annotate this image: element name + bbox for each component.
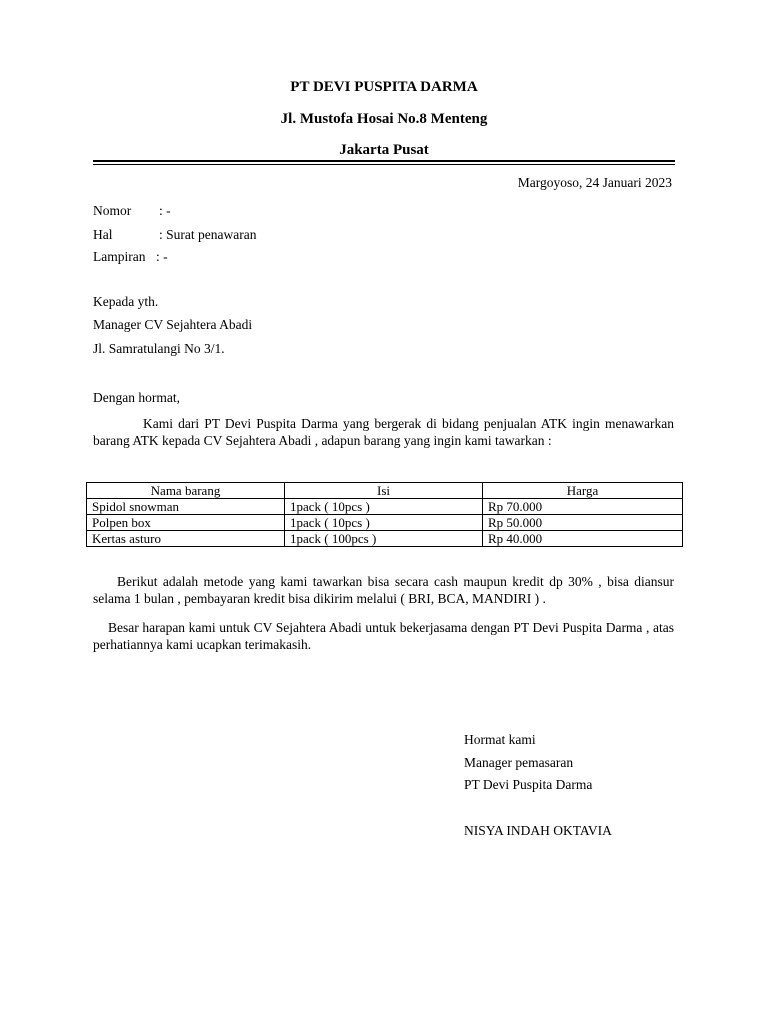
payment-paragraph: Berikut adalah metode yang kami tawarkan bisa secara cash maupun kredit dp 30% , bisa diansur selama 1 bulan , pembayaran kredit bisa dikirim melalui ( BRI, BCA, MANDIRI ) . bbox=[93, 574, 674, 606]
lampiran-label: Lampiran bbox=[93, 249, 146, 264]
signature-name: NISYA INDAH OKTAVIA bbox=[464, 823, 612, 838]
header-harga: Harga bbox=[483, 483, 683, 499]
item-price: Rp 50.000 bbox=[483, 515, 683, 531]
item-name: Kertas asturo bbox=[87, 531, 285, 547]
item-name: Polpen box bbox=[87, 515, 285, 531]
header-isi: Isi bbox=[285, 483, 483, 499]
item-price: Rp 70.000 bbox=[483, 499, 683, 515]
recipient-title: Manager CV Sejahtera Abadi bbox=[93, 317, 253, 332]
table-row bbox=[87, 499, 683, 515]
items-table bbox=[86, 482, 683, 547]
hal-label: Hal bbox=[93, 227, 113, 242]
item-content: 1pack ( 10pcs ) bbox=[285, 515, 483, 531]
company-name: PT DEVI PUSPITA DARMA bbox=[290, 79, 478, 95]
recipient-greeting: Kepada yth. bbox=[93, 294, 159, 309]
intro-paragraph: Kami dari PT Devi Puspita Darma yang bergerak di bidang penjualan ATK ingin menawarkan barang ATK kepada CV Sejahtera Abadi , adapun barang yang ingin kami tawarkan : bbox=[93, 416, 674, 448]
item-content: 1pack ( 10pcs ) bbox=[285, 499, 483, 515]
signature-position: Manager pemasaran bbox=[464, 755, 574, 770]
letter-date: Margoyoso, 24 Januari 2023 bbox=[517, 175, 672, 190]
table-row bbox=[87, 515, 683, 531]
lampiran-value: : - bbox=[156, 249, 168, 264]
letterhead-rule-thick bbox=[93, 160, 675, 162]
item-name: Spidol snowman bbox=[87, 499, 285, 515]
item-content: 1pack ( 100pcs ) bbox=[285, 531, 483, 547]
company-city: Jakarta Pusat bbox=[339, 142, 429, 158]
nomor-value: : - bbox=[159, 203, 171, 218]
nomor-label: Nomor bbox=[93, 203, 132, 218]
signature-closing: Hormat kami bbox=[464, 732, 536, 747]
recipient-address: Jl. Samratulangi No 3/1. bbox=[93, 341, 225, 356]
table-header-row bbox=[87, 483, 683, 499]
company-address: Jl. Mustofa Hosai No.8 Menteng bbox=[280, 111, 488, 127]
salutation: Dengan hormat, bbox=[93, 390, 180, 405]
hal-value: : Surat penawaran bbox=[159, 227, 257, 242]
signature-company: PT Devi Puspita Darma bbox=[464, 777, 593, 792]
letterhead-rule-thin bbox=[93, 164, 675, 165]
item-price: Rp 40.000 bbox=[483, 531, 683, 547]
table-row bbox=[87, 531, 683, 547]
closing-paragraph: Besar harapan kami untuk CV Sejahtera Abadi untuk bekerjasama dengan PT Devi Puspita Darma , atas perhatiannya kami ucapkan terimakasih. bbox=[93, 620, 674, 652]
header-nama-barang: Nama barang bbox=[87, 483, 285, 499]
